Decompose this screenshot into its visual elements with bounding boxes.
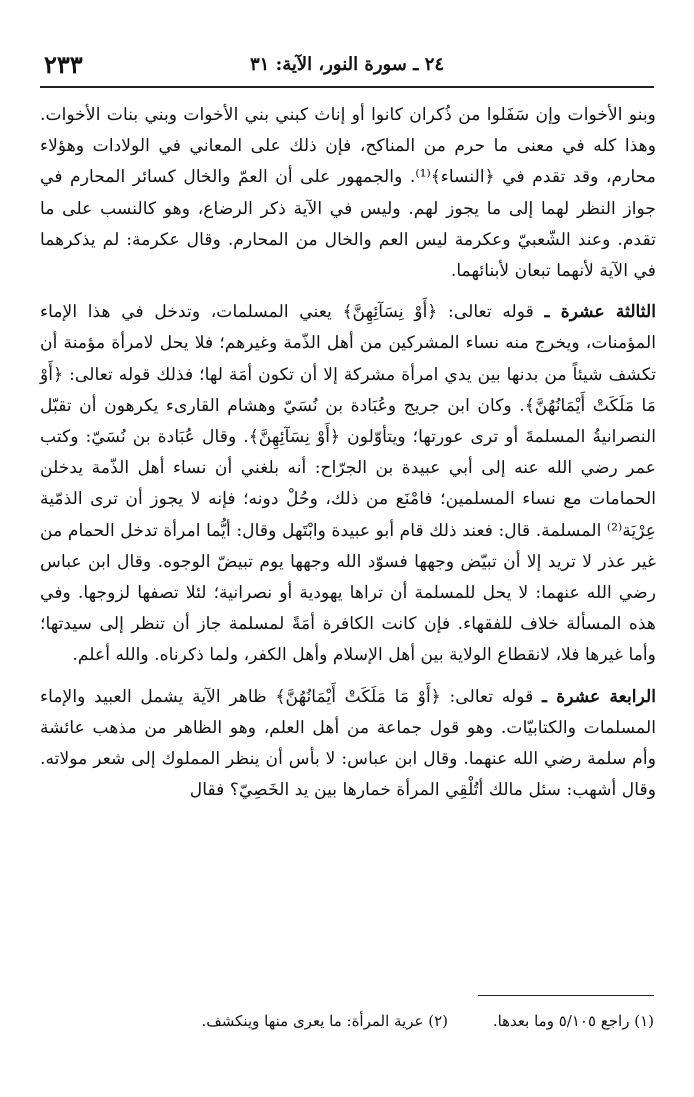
paragraph-text: قوله تعالى: ﴿أَوْ نِسَآئِهِنَّ﴾ يعني المسلمات، وتدخل في هذا الإماء المؤمنات، ويخرج منه نساء المشركين من أهل الذّمة وغيرهم؛ فلا يحل لامرأة مؤمنة أن تكشف شيئاً من بدنها بين يدي امرأة مشركة إلا أن تكون أمَة لها؛ فذلك قوله تعالى: ﴿أَوْ مَا مَلَكَتْ أَيْمَانُهُنَّ﴾. وكان ابن جريج وعُبَادة بن نُسَيّ وهشام القارىء يكرهون أن تقبّل النصرانيةُ المسلمةَ أو ترى عورتها؛ ويتأوّلون ﴿أَوْ نِسَآئِهِنَّ﴾. وقال عُبَادة بن نُسَيّ: وكتب عمر رضي الله عنه إلى أبي عبيدة بن الجرّاح: أنه بلغني أن نساء أهل الذّمة يدخلن الحمامات مع نساء المسلمين؛ فامْنَع من ذلك، وحُلْ دونه؛ فإنه لا يجوز أن ترى الذمّية عِرْيَة⁽²⁾ المسلمة. قال: فعند ذلك قام أبو عبيدة وابْتَهل وقال: أيُّما امرأة تدخل الحمام من غير عذر لا تريد إلا أن تبيّض وجهها فسوّد الله وجهها يوم تبيضّ الوجوه. وقال ابن عباس رضي الله عنهما: لا يحل للمسلمة أن تراها يهودية أو نصرانية؛ لئلا تصفها لزوجها. وفي هذه المسألة خلاف للفقهاء. فإن كانت الكافرة أمَةً لمسلمة جاز أن تنظر إلى سيدتها؛ وأما غيرها فلا، لانقطاع الولاية بين أهل الإسلام وأهل الكفر، ولما ذكرناه. والله أعلم.: [40, 302, 656, 666]
page-header: [40, 40, 654, 88]
paragraph: [40, 297, 656, 671]
page-number: ٢٣٣: [44, 50, 83, 79]
paragraph: [40, 100, 656, 287]
footnote-separator: [478, 995, 654, 996]
body-text: [40, 100, 656, 816]
paragraph-text: وبنو الأخوات وإن سَفَلوا من ذُكران كانوا أو إناث كبني بني الأخوات وبني بنات الأخوات. وهذا كله في معنى ما حرم من المناكح، فإن ذلك على المعاني في الولادات وهؤلاء محارم، وقد تقدم في ﴿النساء﴾⁽¹⁾. والجمهور على أن العمّ والخال كسائر المحارم في جواز النظر لهما إلى ما يجوز لهم. وليس في الآية ذكر الرضاع، وهو كالنسب على ما تقدم. وعند الشّعبيّ وعكرمة ليس العم والخال من المحارم. وقال عكرمة: لم يذكرهما في الآية لأنهما تبعان لأبنائهما.: [40, 105, 656, 282]
section-heading: الثالثة عشرة ـ: [544, 302, 656, 323]
paragraph: [40, 682, 656, 807]
paragraph-text: قوله تعالى: ﴿أَوْ مَا مَلَكَتْ أَيْمَانُهُنَّ﴾ ظاهر الآية يشمل العبيد والإماء المسلمات والكتابيّات. وهو قول جماعة من أهل العلم، وهو الظاهر من مذهب عائشة وأم سلمة رضي الله عنهما. وقال ابن عباس: لا بأس أن ينظر المملوك إلى شعر مولاته. وقال أشهب: سئل مالك أتُلْقِي المرأة خمارها بين يد الخَصِيّ؟ فقال: [40, 686, 656, 801]
section-heading: الرابعة عشرة ـ: [542, 686, 657, 707]
running-title: ٢٤ ـ سورة النور، الآية: ٣١: [249, 54, 445, 75]
footnote: (١) راجع ٥/١٠٥ وما بعدها.: [492, 1012, 654, 1030]
footnotes: [40, 1012, 654, 1030]
footnote: (٢) عرية المرأة: ما يعرى منها وينكشف.: [201, 1012, 449, 1030]
